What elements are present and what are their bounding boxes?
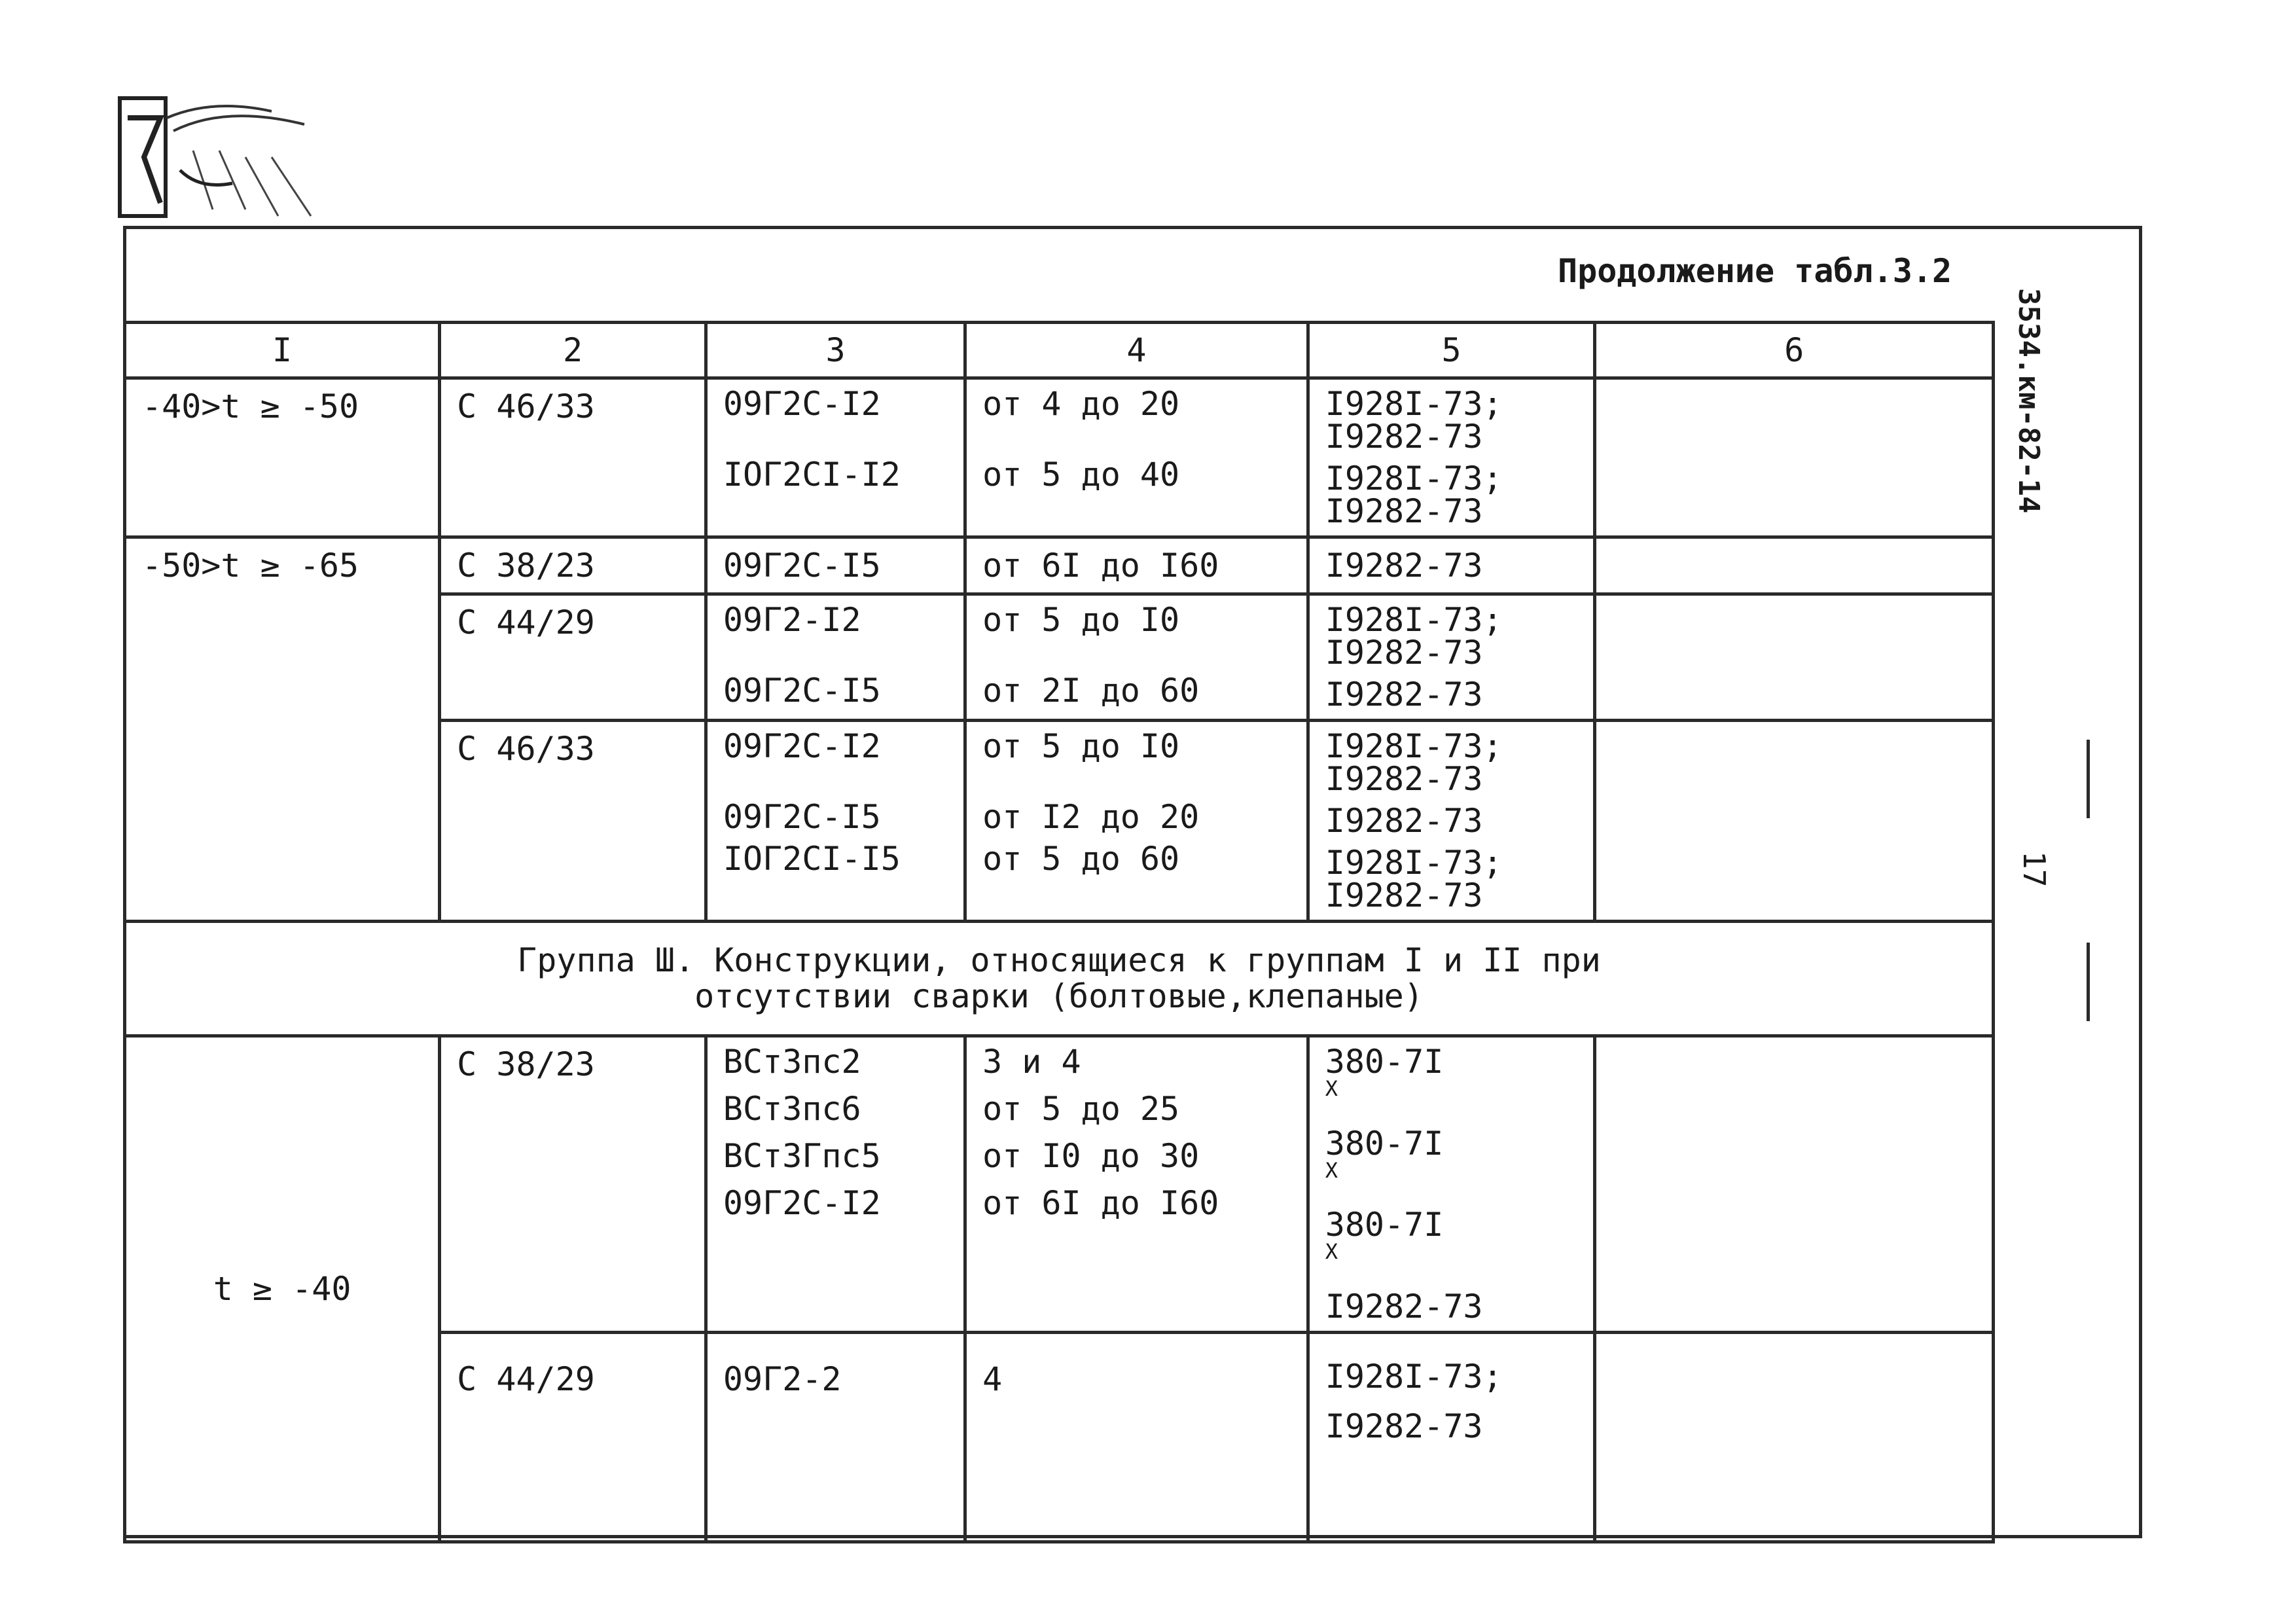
strength-class: С 46/33 xyxy=(440,378,706,537)
col-header-1: I xyxy=(125,323,440,378)
strength-class: С 46/33 xyxy=(440,721,706,922)
col-header-2: 2 xyxy=(440,323,706,378)
col-header-3: 3 xyxy=(706,323,965,378)
gost-standard: I928I-73; I9282-73 I9282-73 xyxy=(1308,594,1595,721)
steel-grades: 09Г2С-I2 IОГ2СI-I2 xyxy=(706,378,965,537)
page-number: 17 xyxy=(2017,851,2052,888)
col-header-6: 6 xyxy=(1595,323,1994,378)
thickness-range: 4 xyxy=(965,1332,1308,1542)
steel-grades: 09Г2С-I5 xyxy=(706,537,965,594)
temperature-condition: -40>t ≥ -50 xyxy=(125,378,440,537)
steel-grades: 09Г2-2 xyxy=(706,1332,965,1542)
strength-class: С 38/23 xyxy=(440,1036,706,1333)
table-continuation-heading: Продолжение табл.3.2 xyxy=(1558,252,1952,290)
thickness-range: 3 и 4 от 5 до 25 от I0 до 30 от 6I до I60 xyxy=(965,1036,1308,1333)
strength-class: С 44/29 xyxy=(440,1332,706,1542)
gost-standard: I928I-73; I9282-73 I928I-73; I9282-73 xyxy=(1308,378,1595,537)
col-header-4: 4 xyxy=(965,323,1308,378)
stamp-logo xyxy=(115,92,350,223)
table-row xyxy=(125,537,1994,594)
gost-standard: I928I-73; I9282-73 xyxy=(1308,1332,1595,1542)
side-dash-bottom xyxy=(2087,943,2090,1021)
table-row xyxy=(125,1036,1994,1333)
thickness-range: от 6I до I60 xyxy=(965,537,1308,594)
notes-cell xyxy=(1595,537,1994,594)
thickness-range: от 5 до I0 от I2 до 20 от 5 до 60 xyxy=(965,721,1308,922)
notes-cell xyxy=(1595,1332,1994,1542)
strength-class: С 44/29 xyxy=(440,594,706,721)
notes-cell xyxy=(1595,594,1994,721)
gost-standard: I928I-73; I9282-73 I9282-73 I928I-73; I9282-73 xyxy=(1308,721,1595,922)
steel-grades: ВСт3пс2 ВСт3пс6 ВСт3Гпс5 09Г2С-I2 xyxy=(706,1036,965,1333)
col-header-5: 5 xyxy=(1308,323,1595,378)
steel-grades: 09Г2С-I2 09Г2С-I5 IОГ2СI-I5 xyxy=(706,721,965,922)
steel-grades: 09Г2-I2 09Г2С-I5 xyxy=(706,594,965,721)
header-row xyxy=(125,323,1994,378)
group-heading: Группа Ш. Конструкции, относящиеся к группам I и II при отсутствии сварки (болтовые,клепаные) xyxy=(125,922,1994,1036)
steel-table xyxy=(123,321,1995,1543)
temperature-condition: -50>t ≥ -65 xyxy=(125,537,440,922)
notes-cell xyxy=(1595,721,1994,922)
gost-standard: 380-7I $^X$ 380-7I $^X$ 380-7I $^X$ I9282-73 xyxy=(1308,1036,1595,1333)
side-dash-top xyxy=(2087,740,2090,818)
notes-cell xyxy=(1595,378,1994,537)
table-row xyxy=(125,378,1994,537)
gost-standard: I9282-73 xyxy=(1308,537,1595,594)
group-heading-row xyxy=(125,922,1994,1036)
thickness-range: от 4 до 20 от 5 до 40 xyxy=(965,378,1308,537)
strength-class: С 38/23 xyxy=(440,537,706,594)
thickness-range: от 5 до I0 от 2I до 60 xyxy=(965,594,1308,721)
notes-cell xyxy=(1595,1036,1994,1333)
temperature-condition: t ≥ -40 xyxy=(125,1036,440,1542)
